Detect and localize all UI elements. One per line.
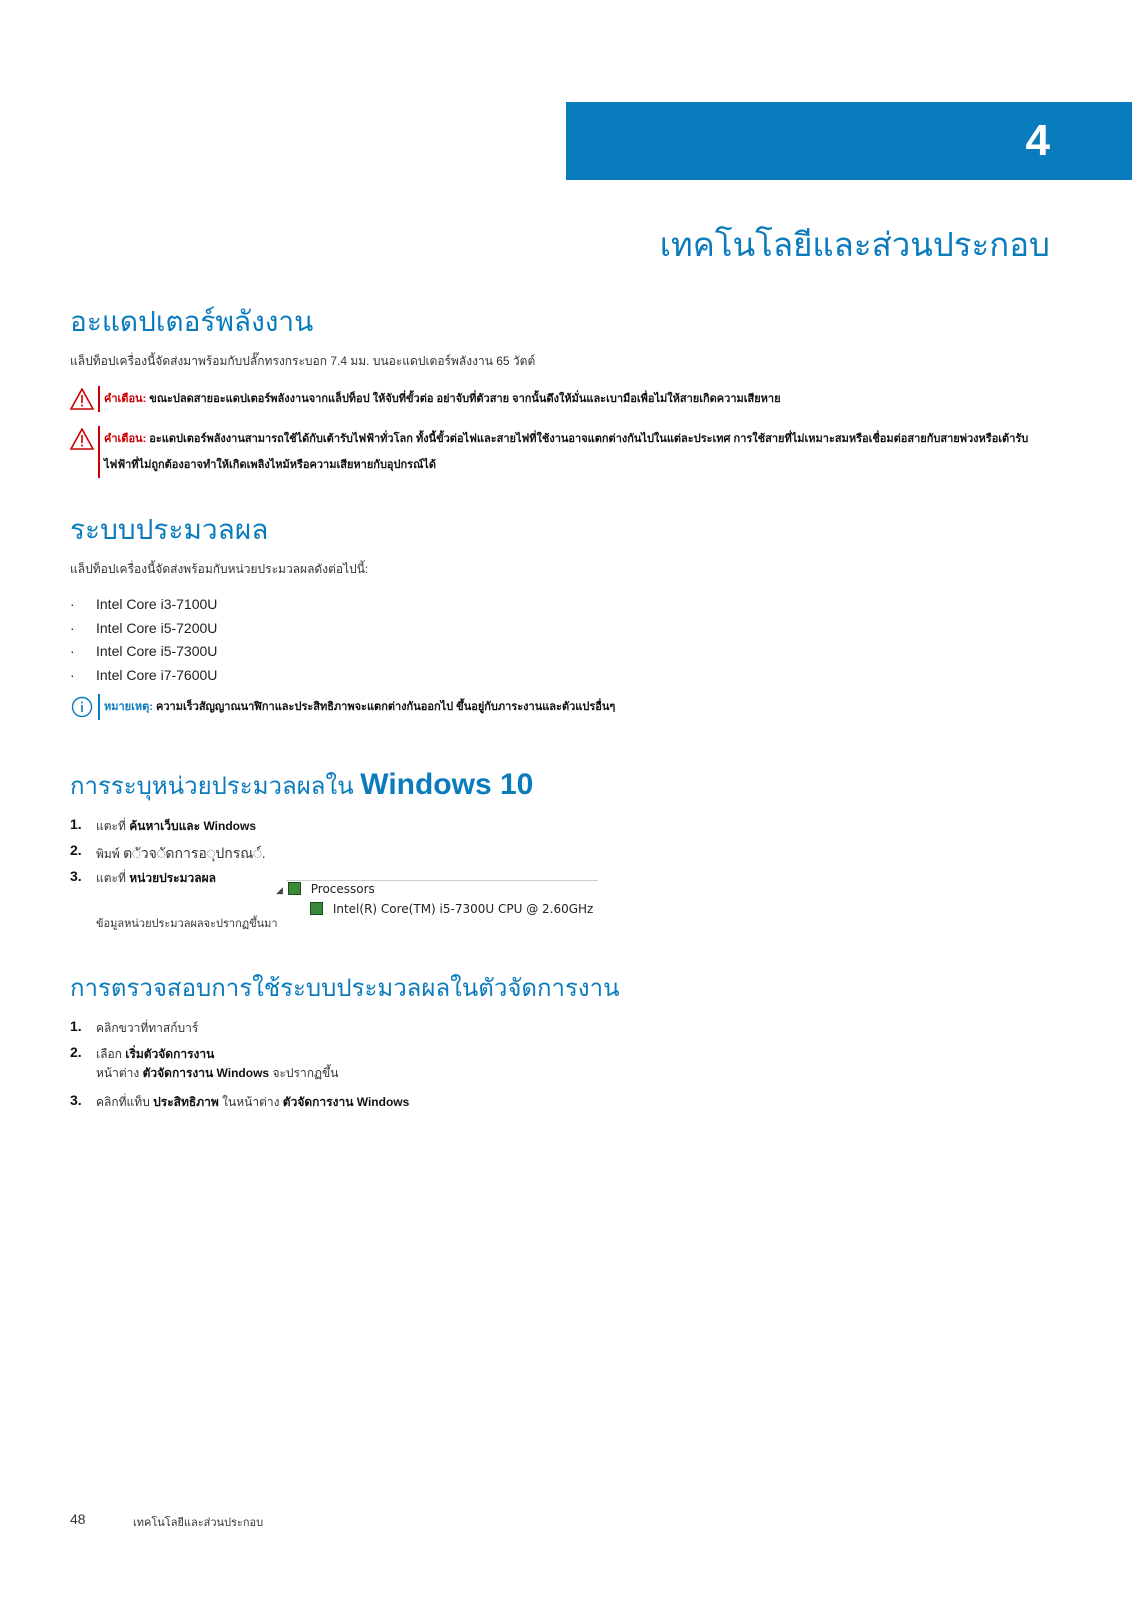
expand-arrow-icon[interactable]: ◢: [276, 886, 283, 896]
processor-chip-icon: [288, 882, 301, 895]
caution-label: คำเตือน:: [104, 393, 147, 405]
chapter-number-band: [566, 102, 1132, 180]
info-icon: [70, 696, 94, 718]
processors-heading: ระบบประมวลผล: [70, 514, 269, 545]
caution-label: คำเตือน:: [104, 433, 147, 445]
chapter-title: เทคโนโลยีและส่วนประกอบ: [659, 226, 1050, 263]
caution-bar: [98, 386, 100, 412]
footer-section-title: เทคโนโลยีและส่วนประกอบ: [133, 1517, 264, 1529]
warning-icon: [70, 428, 94, 450]
page-number: 48: [70, 1511, 86, 1527]
caution-text: อะแดปเตอร์พลังงานสามารถใช้ได้กับเต้ารับไฟฟ้าทั่วโลก ทั้งนี้ขั้วต่อไฟและสายไฟที่ใช้งานอาจแตกต่างกันไปในแต่ละประเทศ การใช้สายที่ไม่เหมาะสมหรือเชื่อมต่อสายกับสายพ่วงหรือเต้ารับไฟฟ้าที่ไม่ถูกต้องอาจทำให้เกิดเพลิงไหม้หรือความเสียหายกับอุปกรณ์ได้: [104, 433, 1029, 471]
divider: [286, 880, 598, 881]
processor-device-row[interactable]: [310, 902, 593, 918]
device-manager-snippet: [276, 880, 598, 930]
warning-icon: [70, 388, 94, 410]
caution-bar: [98, 426, 100, 478]
taskmanager-heading: การตรวจสอบการใช้ระบบประมวลผลในตัวจัดการงาน: [70, 975, 620, 1002]
caution-text: ขณะปลดสายอะแดปเตอร์พลังงานจากแล็ปท็อป ให้จับที่ขั้วต่อ อย่าจับที่ตัวสาย จากนั้นดึงให้มั่นและเบามือเพื่อไม่ให้สายเกิดความเสียหาย: [149, 393, 781, 405]
power-adapter-heading: อะแดปเตอร์พลังงาน: [70, 306, 314, 337]
note-notice: [70, 694, 1050, 720]
processors-category-label: Processors: [310, 882, 375, 896]
processors-category-row[interactable]: [276, 882, 375, 898]
processor-chip-icon: [310, 902, 323, 915]
bullet-icon: ·: [70, 596, 75, 612]
power-adapter-body: แล็ปท็อปเครื่องนี้จัดส่งมาพร้อมกับปลั๊กทรงกระบอก 7.4 มม. บนอะแดปเตอร์พลังงาน 65 วัตต์: [70, 354, 536, 368]
chapter-number: 4: [1025, 116, 1050, 165]
caution-notice: [70, 386, 1050, 412]
device-caption: ข้อมูลหน่วยประมวลผลจะปรากฏขึ้นมา: [96, 918, 278, 930]
note-label: หมายเหตุ:: [104, 701, 153, 713]
processors-body: แล็ปท็อปเครื่องนี้จัดส่งพร้อมกับหน่วยประมวลผลดังต่อไปนี้:: [70, 562, 369, 576]
processor-device-label: Intel(R) Core(TM) i5-7300U CPU @ 2.60GHz: [332, 902, 594, 916]
bullet-icon: ·: [70, 619, 75, 636]
identify-heading: การระบุหน่วยประมวลผลใน Windows 10: [70, 768, 534, 801]
bullet-icon: ·: [70, 643, 75, 659]
note-bar: [98, 694, 100, 720]
bullet-icon: ·: [70, 666, 75, 683]
caution-notice: [70, 426, 1050, 478]
note-text: ความเร็วสัญญาณนาฬิกาและประสิทธิภาพจะแตกต่างกันออกไป ขึ้นอยู่กับภาระงานและตัวแปรอื่นๆ: [156, 701, 616, 713]
